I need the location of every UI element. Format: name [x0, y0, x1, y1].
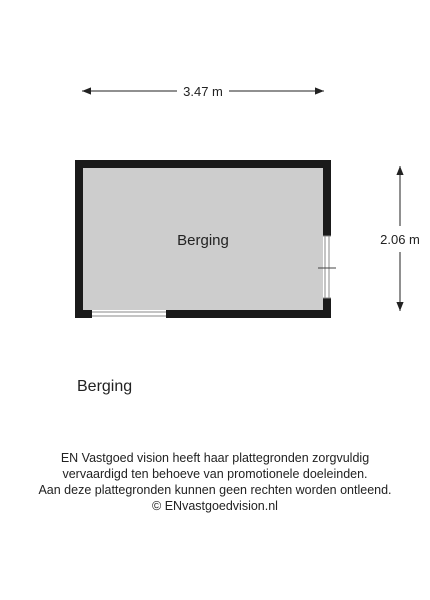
height-dimension-label: 2.06 m	[380, 232, 420, 247]
disclaimer-line-3: Aan deze plattegronden kunnen geen rechten worden ontleend.	[38, 483, 392, 497]
width-dimension-label: 3.47 m	[183, 84, 223, 99]
disclaimer-line-1: EN Vastgoed vision heeft haar plattegronden zorgvuldig	[60, 451, 370, 465]
disclaimer	[0, 450, 430, 514]
disclaimer-line-2: vervaardigd ten behoeve van promotionele doeleinden.	[62, 467, 368, 481]
door-opening-right	[323, 236, 331, 298]
height-dimension	[380, 166, 420, 311]
room-berging	[75, 160, 336, 318]
floor-caption: Berging	[77, 378, 133, 395]
disclaimer-line-4: © ENvastgoedvision.nl	[152, 499, 278, 513]
room-label: Berging	[177, 232, 229, 249]
window-jamb-right	[166, 310, 170, 318]
window-jamb-left	[88, 310, 92, 318]
width-dimension	[82, 84, 324, 99]
window-bottom	[88, 310, 170, 318]
